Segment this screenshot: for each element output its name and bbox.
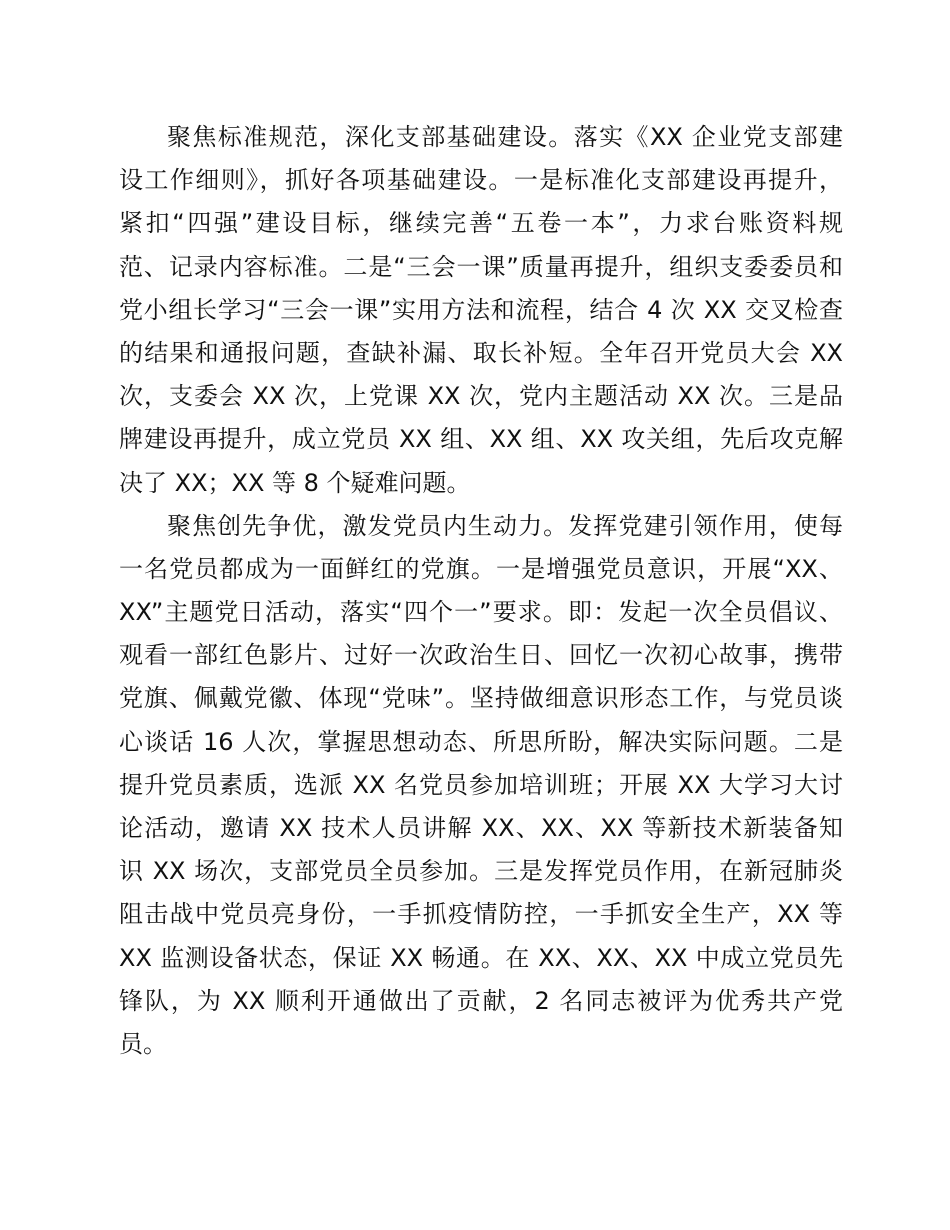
document-body (119, 116, 843, 1066)
paragraph-line: 范、记录内容标准。二是“三会一课”质量再提升，组织支委委员和 (119, 252, 843, 281)
paragraph-line: 观看一部红色影片、过好一次政治生日、回忆一次初心故事，携带 (119, 641, 843, 670)
paragraph-line: 牌建设再提升，成立党员 XX 组、XX 组、XX 攻关组，先后攻克解 (119, 425, 843, 454)
paragraph-line: 紧扣“四强”建设目标，继续完善“五卷一本”，力求台账资料规 (119, 209, 843, 238)
paragraph-line: 员。 (119, 1029, 167, 1058)
paragraph-line: 次，支委会 XX 次，上党课 XX 次，党内主题活动 XX 次。三是品 (119, 382, 843, 411)
paragraph-line: 识 XX 场次，支部党员全员参加。三是发挥党员作用，在新冠肺炎 (119, 857, 843, 886)
paragraph-line: 设工作细则》，抓好各项基础建设。一是标准化支部建设再提升， (119, 166, 843, 195)
paragraph-line: 提升党员素质，选派 XX 名党员参加培训班；开展 XX 大学习大讨 (119, 770, 843, 799)
paragraph-line: XX 监测设备状态，保证 XX 畅通。在 XX、XX、XX 中成立党员先 (119, 943, 843, 972)
paragraph-line: 心谈话 16 人次，掌握思想动态、所思所盼，解决实际问题。二是 (119, 727, 843, 756)
paragraph-line: 决了 XX；XX 等 8 个疑难问题。 (119, 468, 471, 497)
paragraph-line: 党小组长学习“三会一课”实用方法和流程，结合 4 次 XX 交叉检查 (119, 295, 843, 324)
paragraph-line: XX”主题党日活动，落实“四个一”要求。即：发起一次全员倡议、 (119, 598, 843, 627)
paragraph-line: 的结果和通报问题，查缺补漏、取长补短。全年召开党员大会 XX (119, 338, 843, 367)
paragraph-line: 党旗、佩戴党徽、体现“党味”。坚持做细意识形态工作，与党员谈 (119, 684, 843, 713)
paragraph-line: 论活动，邀请 XX 技术人员讲解 XX、XX、XX 等新技术新装备知 (119, 814, 843, 842)
paragraph-line: 阻击战中党员亮身份，一手抓疫情防控，一手抓安全生产，XX 等 (119, 900, 843, 929)
paragraph-line: 锋队，为 XX 顺利开通做出了贡献，2 名同志被评为优秀共产党 (119, 986, 843, 1015)
paragraph-excellence (119, 505, 843, 1066)
paragraph-line: 聚焦标准规范，深化支部基础建设。落实《XX 企业党支部建 (167, 123, 843, 151)
paragraph-line: 一名党员都成为一面鲜红的党旗。一是增强党员意识，开展“XX、 (119, 554, 843, 583)
paragraph-standardization (119, 116, 843, 505)
paragraph-line: 聚焦创先争优，激发党员内生动力。发挥党建引领作用，使每 (167, 511, 843, 540)
